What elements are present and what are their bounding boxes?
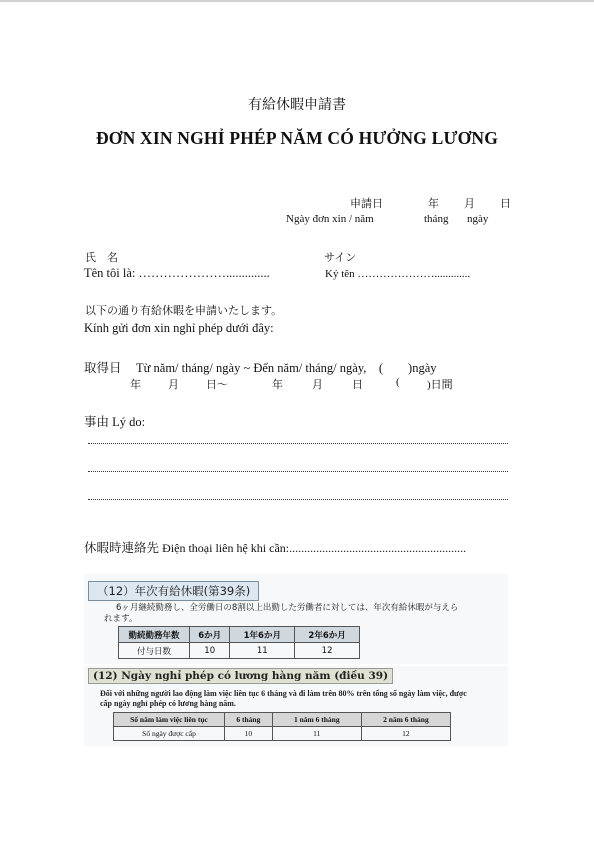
table-header-cell: 2年6か月 bbox=[295, 627, 360, 643]
info-text-vn-line2: cấp ngày nghỉ phép có lương hàng năm. bbox=[100, 699, 236, 708]
table-cell: 付与日数 bbox=[119, 643, 190, 659]
table-header-cell: 1年6か月 bbox=[230, 627, 295, 643]
date-year-jp: 年 bbox=[428, 198, 439, 210]
info-text-jp-line1: 6ヶ月継続勤務し、全労働日の8割以上出勤した労働者に対しては、年次有給休暇が与えら bbox=[116, 603, 459, 613]
name-label-jp: 氏 名 bbox=[85, 252, 118, 264]
date-label-vn: Ngày đơn xin / năm bbox=[286, 213, 374, 225]
reason-label bbox=[84, 412, 145, 430]
info-text-jp-line2: れます。 bbox=[104, 614, 138, 624]
table-row bbox=[119, 643, 360, 659]
reason-line-3[interactable] bbox=[88, 499, 508, 500]
table-header-cell: 2 năm 6 tháng bbox=[361, 713, 450, 727]
table-cell: 11 bbox=[230, 643, 295, 659]
table-cell: 10 bbox=[225, 727, 273, 741]
sign-field[interactable]: Ký tên …………………............. bbox=[325, 268, 471, 280]
reason-label-jp: 事由 bbox=[84, 415, 110, 429]
period-year-from: 年 bbox=[130, 379, 141, 391]
table-header-cell: 6か月 bbox=[190, 627, 230, 643]
intro-vn: Kính gửi đơn xin nghỉ phép dưới đây: bbox=[84, 321, 274, 335]
table-header-cell: 勤続勤務年数 bbox=[119, 627, 190, 643]
table-row bbox=[114, 727, 451, 741]
form-title-vietnamese: ĐƠN XIN NGHỈ PHÉP NĂM CÓ HƯỞNG LƯƠNG bbox=[95, 128, 499, 148]
table-cell: Số ngày được cấp bbox=[114, 727, 225, 741]
intro-jp: 以下の通り有給休暇を申請いたします。 bbox=[85, 305, 283, 317]
date-month-jp: 月 bbox=[464, 198, 475, 210]
table-cell: 12 bbox=[361, 727, 450, 741]
date-label-jp: 申請日 bbox=[350, 198, 383, 210]
leave-table-jp bbox=[118, 626, 360, 659]
table-cell: 10 bbox=[190, 643, 230, 659]
period-year-to: 年 bbox=[272, 379, 283, 391]
table-cell: 11 bbox=[272, 727, 361, 741]
reason-line-2[interactable] bbox=[88, 471, 508, 472]
period-month-from: 月 bbox=[168, 379, 179, 391]
date-day-jp: 日 bbox=[500, 198, 511, 210]
reason-line-1[interactable] bbox=[88, 443, 508, 444]
contact-row[interactable] bbox=[84, 538, 466, 556]
info-heading-jp: （12）年次有給休暇(第39条) bbox=[88, 581, 259, 601]
table-header-cell: 6 tháng bbox=[225, 713, 273, 727]
date-month-vn: tháng bbox=[424, 213, 449, 225]
contact-label-jp: 休暇時連絡先 bbox=[84, 541, 160, 555]
period-label-jp: 取得日 bbox=[84, 361, 122, 375]
date-day-vn: ngày bbox=[467, 213, 489, 225]
name-field[interactable]: Tên tôi là: ………………….............. bbox=[84, 266, 270, 280]
table-header-cell: Số năm làm việc liên tục bbox=[114, 713, 225, 727]
period-days-count: )日間 bbox=[427, 379, 453, 391]
info-heading-vn: (12) Ngày nghỉ phép có lương hàng năm (điều 39) bbox=[88, 668, 393, 684]
table-header-cell: 1 năm 6 tháng bbox=[272, 713, 361, 727]
contact-field-vn[interactable]: Điện thoại liên hệ khi cần:........................................................... bbox=[162, 541, 467, 555]
sign-label-jp: サイン bbox=[324, 252, 357, 264]
info-text-vn-line1: Đối với những người lao động làm việc liên tục 6 tháng và đi làm trên 80% trên tổng số ngày làm việc, được bbox=[100, 689, 467, 698]
table-cell: 12 bbox=[295, 643, 360, 659]
leave-table-vn bbox=[113, 712, 451, 741]
form-title-japanese: 有給休暇申請書 bbox=[248, 98, 346, 113]
table-row bbox=[114, 713, 451, 727]
period-paren-open: ( bbox=[396, 376, 400, 388]
period-field-vn[interactable]: Từ năm/ tháng/ ngày ~ Đến năm/ tháng/ ngày, ( )ngày bbox=[136, 361, 437, 375]
period-month-to: 月 bbox=[312, 379, 323, 391]
page-top-border bbox=[0, 0, 594, 2]
period-day-to: 日 bbox=[352, 379, 363, 391]
reason-label-vn: Lý do: bbox=[112, 415, 146, 429]
period-day-from: 日～ bbox=[206, 379, 228, 391]
table-row bbox=[119, 627, 360, 643]
